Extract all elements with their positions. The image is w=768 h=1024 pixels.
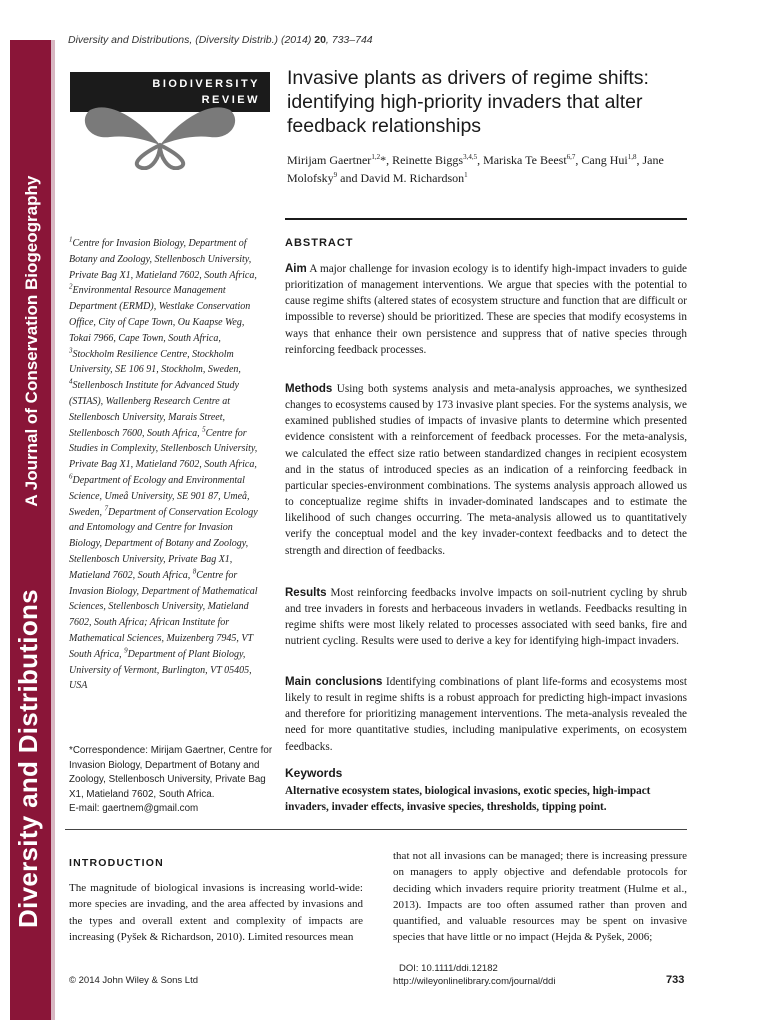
affiliation-text: Department of Conservation Ecology and Entomology and Centre for Invasion Biology, Department of Botany and Zoology, Stellenbosch University, Private Bag X1, Matieland 7602, South Africa, [69,506,258,581]
section-label-line2: REVIEW [201,94,260,106]
affiliation-text: Stockholm Resilience Centre, Stockholm University, SE 106 91, Stockholm, Sweden, [69,348,241,376]
introduction-paragraph-2: that not all invasions can be managed; there is increasing pressure on managers to apply objective and defendable protocols for deciding which invaders require priority treatment (Hulme et al., 2013). Impacts are too often assumed rather than proven and quantified, and valuable resources may be spent on invasive species that have little or no impact (Hejda & Pyšek, 2006; [393,850,687,944]
doi: DOI: 10.1111/ddi.12182 [399,963,498,974]
biodiversity-review-logo [80,85,240,170]
author-separator: and [337,171,361,185]
methods-label: Methods [285,383,333,395]
affiliation [69,567,258,660]
author [581,153,636,167]
author-separator: , [575,153,582,167]
author [361,171,468,185]
results-label: Results [285,587,327,599]
doi-block [393,962,555,988]
affiliation-number: 6 [69,472,73,481]
affiliation-number: 3 [69,346,73,355]
affiliation-number: 8 [192,567,197,576]
affiliation-number: 4 [69,377,73,386]
author-name: Mirijam Gaertner [287,153,372,167]
affiliation-text: Centre for Invasion Biology, Department of Botany and Zoology, Stellenbosch University, Private Bag X1, Matieland 7602, South Africa, [69,238,257,281]
affiliation-text: Environmental Resource Management Department (ERMD), Westlake Conservation Office, City of Cape Town, Ou Kaapse Weg, Tokai 7966, Cape Town, South Africa, [69,285,251,344]
journal-tagline: A Journal of Conservation Biogeography [22,175,41,507]
correspondence [69,744,279,817]
affiliation [69,346,241,376]
abstract-results: Results Most reinforcing feedbacks involve impacts on soil-nutrient cycling by shrub and tree invaders in forests and herbaceous invaders in wetlands. Feedbacks resulting in regime shifts were most likely related to processes associated with seed banks, fire and nutrient cycling. Results were used to derive a key for identifying high-impact invaders. [285,587,687,648]
author-affiliation-marks: 9 [333,171,338,179]
introduction-heading: INTRODUCTION [69,857,164,869]
abstract-conclusions: Main conclusions Identifying combinations of plant life-forms and ecosystems most likely to result in regime shifts is a robust approach for predicting high-impact invasions and therefore for prioritizing management interventions. The meta-analysis revealed the need for more quantitative studies, including manipulative experiments, on ecosystem feedbacks. [285,676,687,753]
affiliation-number: 9 [124,646,128,655]
journal-url[interactable]: http://wileyonlinelibrary.com/journal/ddi [393,976,556,987]
author-name: Reinette Biggs [392,153,464,167]
author-affiliation-marks: 1,8 [627,153,637,161]
affiliation-number: 1 [69,235,73,244]
author-affiliation-marks: 6,7 [566,153,576,161]
journal-name: Diversity and Distributions [13,589,43,928]
affiliation-number: 7 [104,504,109,513]
author-name: Cang Hui [581,153,628,167]
corresponding-mark: * [380,153,387,167]
affiliation-number: 2 [69,283,73,292]
affiliation-number: 5 [202,425,206,434]
author-affiliation-marks: 1,2 [371,153,381,161]
section-label-line1: BIODIVERSITY [152,78,260,90]
affiliation-text: Department of Ecology and Environmental Science, Umeå University, SE 901 87, Umeå, Sweden, [69,474,250,518]
correspondence-address: *Correspondence: Mirijam Gaertner, Centre for Invasion Biology, Department of Botany and Zoology, Stellenbosch University, Private Bag X1, Matieland 7602, South Africa. [69,745,273,800]
affiliation-text: Centre for Studies in Complexity, Stellenbosch University, Private Bag X1, Matieland 7602, South Africa, [69,427,258,471]
journal-citation: Diversity and Distributions, (Diversity Distrib.) (2014) 20, 733–744 [68,34,373,46]
author-affiliation-marks: 1 [464,171,468,179]
abstract-heading: ABSTRACT [285,237,354,249]
journal-vertical-title [13,48,44,928]
author-affiliation-marks: 3,4,5 [463,153,478,161]
affiliation-text: Centre for Invasion Biology, Department of Mathematical Sciences, Stellenbosch University, Matieland 7602, South Africa; African Institute for Mathematical Sciences, Muizenberg 7945, VT South Africa, [69,569,258,660]
page-number: 733 [666,974,685,986]
author-name: David M. Richardson [360,171,465,185]
author-name: Mariska Te Beest [483,153,567,167]
copyright-notice: © 2014 John Wiley & Sons Ltd [69,975,198,986]
article-title: Invasive plants as drivers of regime shifts: identifying high-priority invaders that alter feedback relationships [287,67,649,137]
author-separator: , [386,153,393,167]
affiliation [69,285,250,343]
correspondence-email: E-mail: gaertnem@gmail.com [69,803,199,815]
author-separator: , [636,153,643,167]
header-divider [285,218,687,220]
abstract-aim: Aim A major challenge for invasion ecology is to identify high-impact invaders to guide prioritization of management interventions. We argue that species with the potential to cause regime shifts (altered states of ecosystem structure and function that are difficult or impossible to reverse) should be prioritized. These are species that modify ecosystems in ways that enhance their own persistence and suppress that of native species through reinforcing feedback processes. [285,263,687,356]
affiliation [69,235,257,281]
affiliation-text: Stellenbosch Institute for Advanced Study (STIAS), Wallenberg Research Centre at Stellenbosch University, Marais Street, Stellenbosch 7600, South Africa, [69,380,239,439]
author [287,153,386,167]
author-name: Jane Molofsky [287,153,664,185]
affiliation-text: Department of Plant Biology, University of Vermont, Burlington, VT 05405, USA [69,648,252,692]
aim-label: Aim [285,263,307,275]
conclusions-label: Main conclusions [285,676,383,688]
abstract-divider [65,829,687,830]
author [392,153,477,167]
keywords-heading: Keywords [285,766,343,780]
journal-side-strip [51,40,55,1020]
author-list [287,151,697,187]
author-separator: , [477,153,484,167]
affiliations [69,236,267,694]
abstract-methods: Methods Using both systems analysis and meta-analysis approaches, we synthesized changes to ecosystems caused by 173 invasive plant species. For the systems analysis, we examined published studies of impacts of invasive plants to determine which presented evidence consistent with a reinforcement of feedback processes. For the meta-analysis, we calculated the effect size ratio between standardized changes in recipient ecosystem and in the status of introduced species as an indication of a reinforcing feedback in particular species-environment combinations. The systems analysis approach allowed us to conceptualize regime shifts in invader-dominated landscapes and to estimate the likelihood of such changes occurring. The meta-analysis allowed us to quantitatively verify the conceptual model and the key invader-context feedbacks and to detect the strength and direction of feedbacks. [285,383,688,557]
introduction-paragraph-1: The magnitude of biological invasions is increasing world-wide: more species are invading, and the area affected by invasions and the types and overall extent and complexity of impacts are increasing (Pyšek & Richardson, 2010). Limited resources mean [69,882,363,943]
keywords: Alternative ecosystem states, biological invasions, exotic species, high-impact invaders, invader effects, invasive species, thresholds, tipping point. [285,785,651,813]
author [483,153,575,167]
